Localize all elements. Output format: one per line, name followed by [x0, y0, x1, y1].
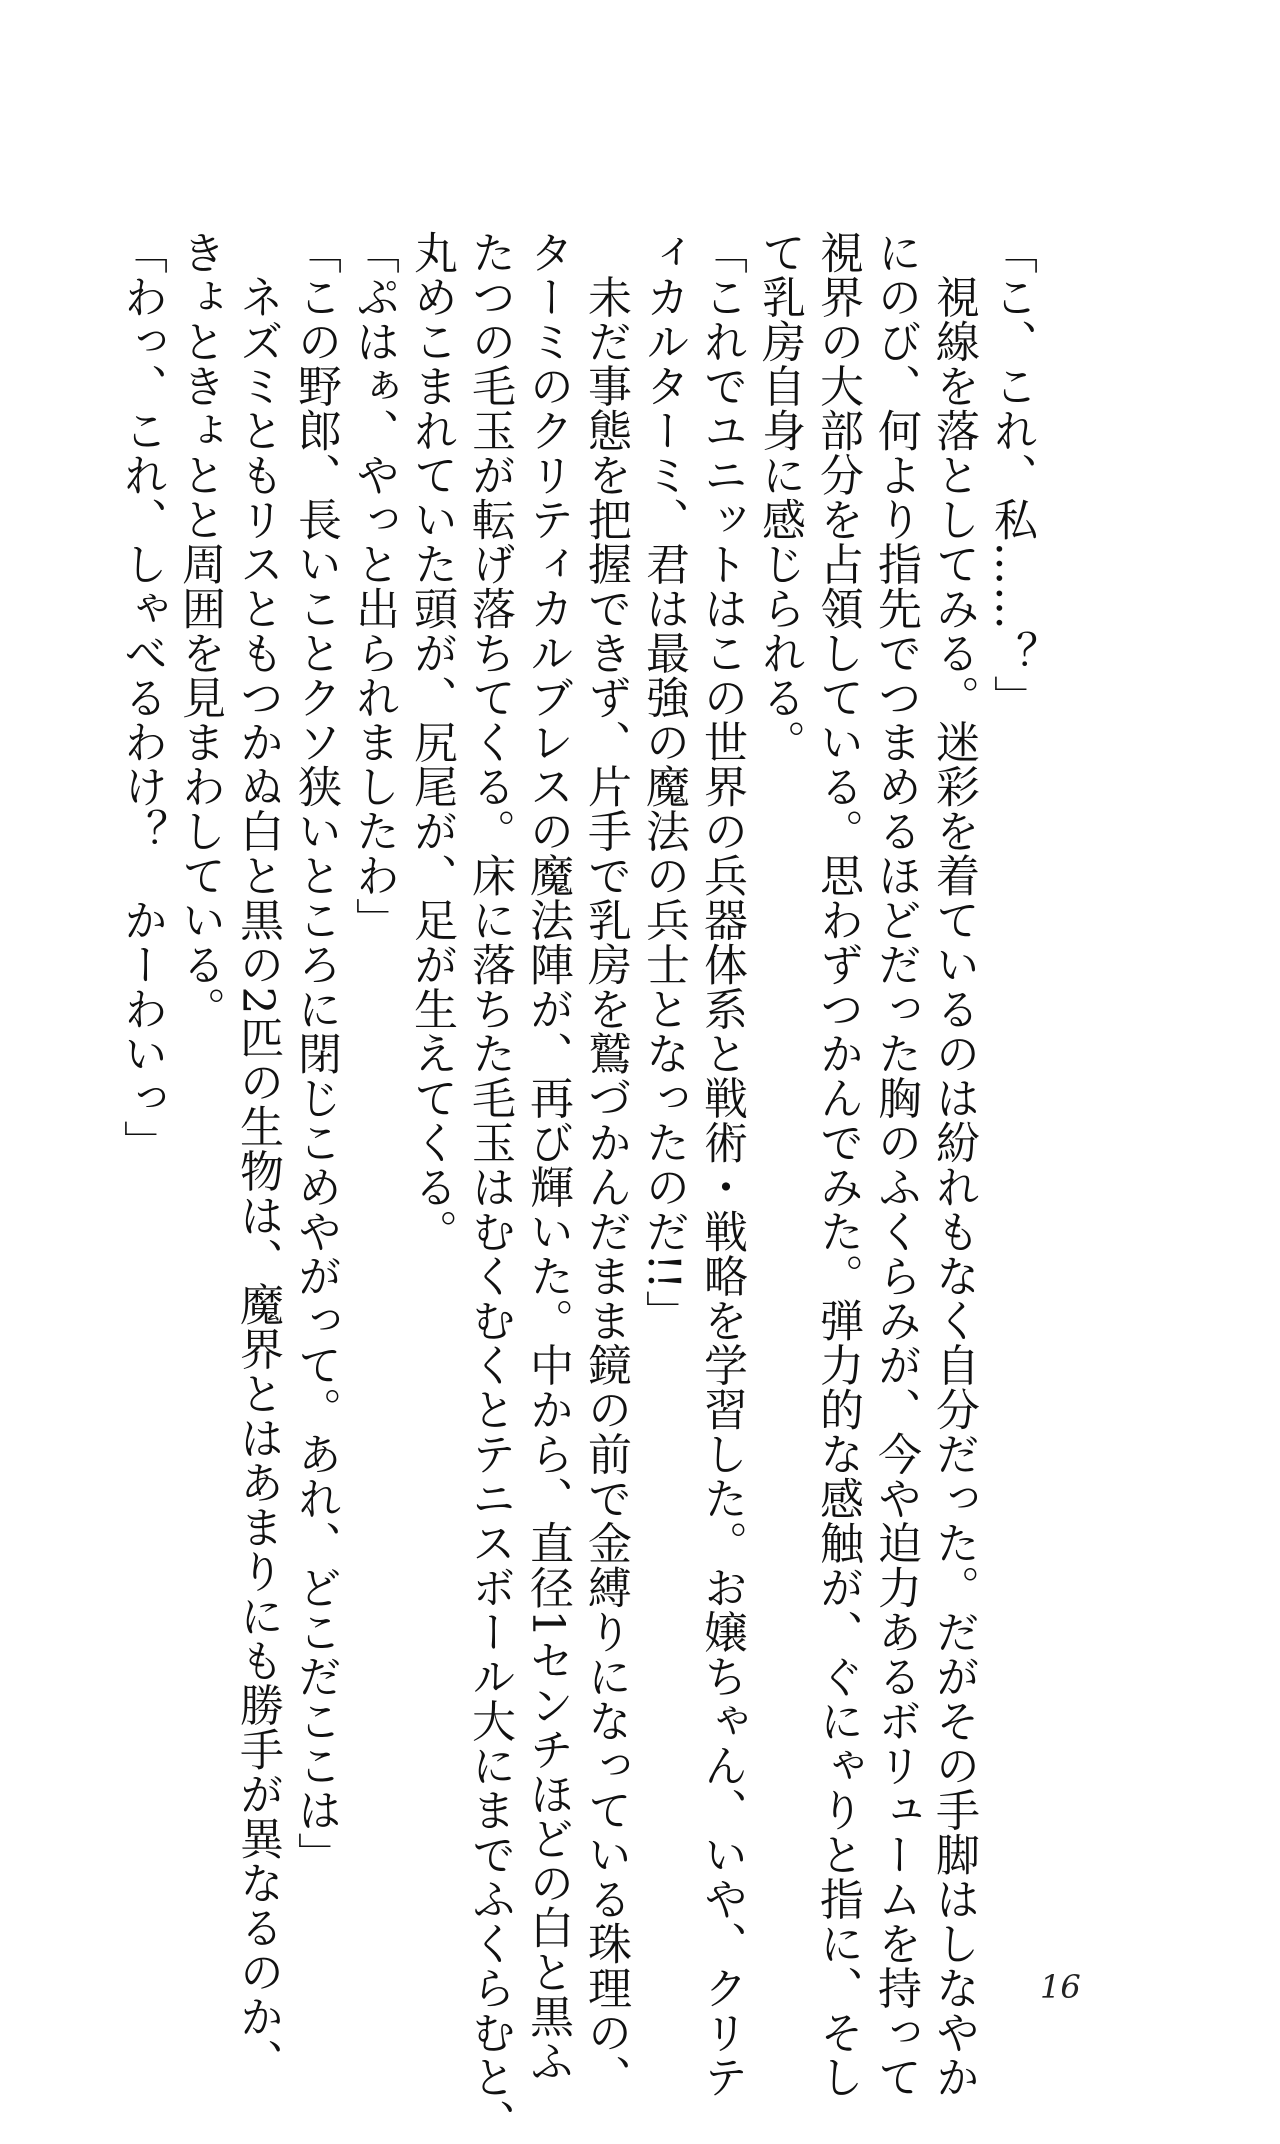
text-line: て乳房自身に感じられる。 [754, 230, 805, 764]
text-line: 「この野郎、長いことクソ狭いところに閉じこめやがって。あれ、どこだここは」 [290, 230, 341, 1877]
text-line: ターミのクリティカルブレスの魔法陣が、再び輝いた。中から、直径1センチほどの白と黒ふ [522, 230, 573, 2083]
text-line: 未だ事態を把握できず、片手で乳房を鷲づかんだまま鏡の前で金縛りになっている珠理の、 [580, 230, 631, 2099]
text-line: 丸めこまれていた頭が、尻尾が、足が生えてくる。 [406, 230, 457, 1254]
text-line: 「これでユニットはこの世界の兵器体系と戦術・戦略を学習した。お嬢ちゃん、いや、クリテ [696, 230, 747, 2099]
text-line: ネズミともリスともつかぬ白と黒の2匹の生物は、魔界とはあまりにも勝手が異なるのか、 [232, 230, 283, 2083]
vertical-text-body [112, 230, 1040, 2144]
text-line: たつの毛玉が転げ落ちてくる。床に落ちた毛玉はむくむくとテニスボール大にまでふくらむと、 [464, 230, 515, 2144]
text-line: 「わっ、これ、しゃべるわけ？ かーわいっ」 [116, 230, 167, 1165]
text-line: きょときょとと周囲を見まわしている。 [174, 230, 225, 1031]
page-number: 16 [1040, 1968, 1081, 2006]
text-line: 「ぷはぁ、やっと出られましたわ」 [348, 230, 399, 942]
text-line: 視界の大部分を占領している。思わずつかんでみた。弾力的な感触が、ぐにゃりと指に、そし [812, 230, 863, 2099]
text-line: 視線を落としてみる。迷彩を着ているのは紛れもなく自分だった。だがその手脚はしなやか [928, 230, 979, 2099]
text-line: にのび、何より指先でつまめるほどだった胸のふくらみが、今や迫力あるボリュームを持って [870, 230, 921, 2099]
text-line: 「こ、これ、私……？」 [986, 230, 1037, 720]
text-line: ィカルターミ、君は最強の魔法の兵士となったのだ!!」 [638, 230, 689, 1335]
